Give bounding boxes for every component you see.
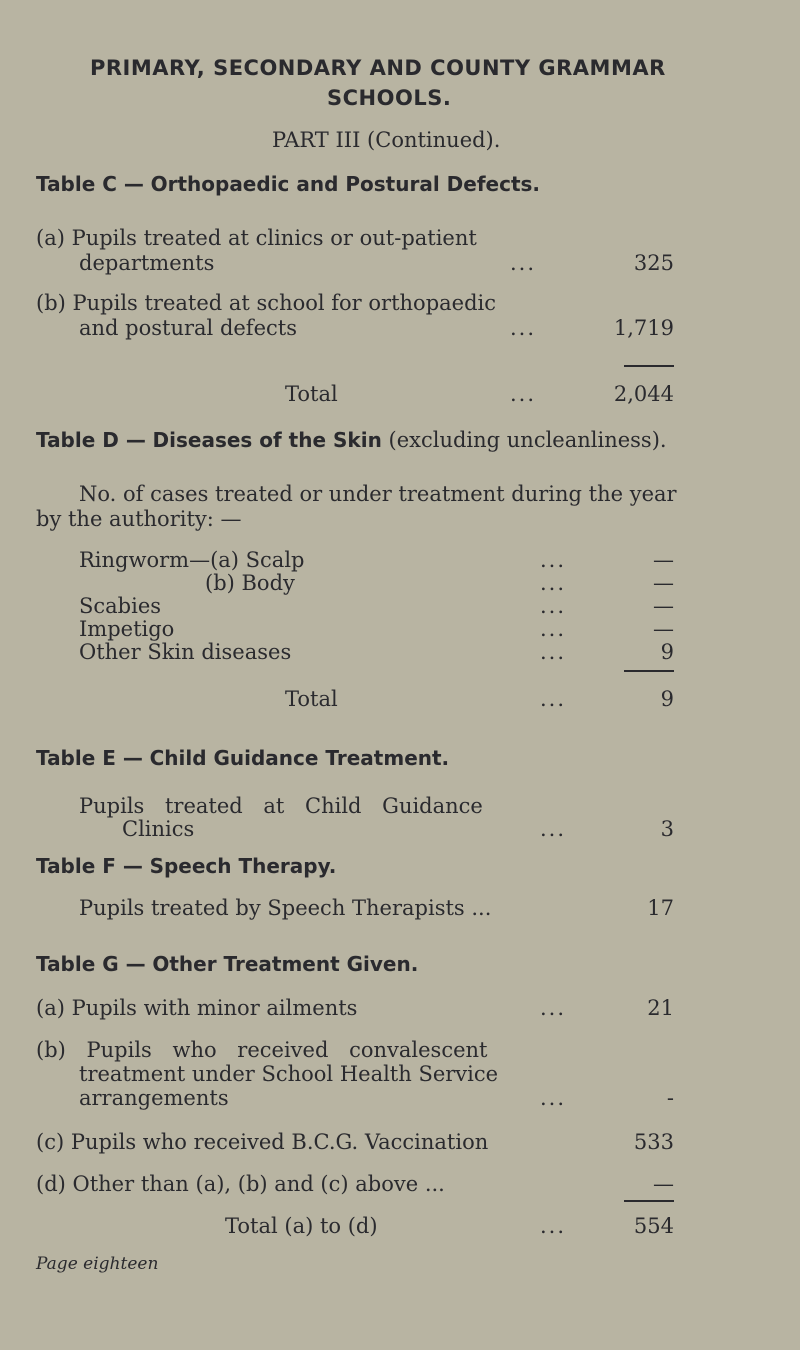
table-c-total-value: 2,044	[613, 382, 674, 406]
table-g-prefix: Table G —	[36, 952, 146, 976]
table-g-row-b-line3: arrangements	[79, 1086, 229, 1110]
part-label: PART III (Continued).	[272, 128, 501, 152]
page-number: Page eighteen	[36, 1254, 159, 1274]
table-g-row-c-value: 533	[633, 1130, 674, 1154]
table-e-dots: ...	[540, 817, 567, 841]
table-d-row-ringworm-body: (b) Body	[205, 571, 295, 595]
table-g-row-b-line1: (b) Pupils who received convalescent	[36, 1038, 488, 1062]
table-c-title: Orthopaedic and Postural Defects.	[150, 172, 541, 196]
table-d-total-value: 9	[660, 687, 674, 711]
table-g-row-a-dots: ...	[540, 996, 567, 1020]
table-d-row-0-dots: ...	[540, 548, 567, 572]
table-c-prefix: Table C —	[36, 172, 144, 196]
table-d-row-1-dots: ...	[540, 571, 567, 595]
table-c-total-rule	[624, 365, 674, 367]
table-c-row-a-line2: departments	[79, 251, 215, 275]
table-f-line: Pupils treated by Speech Therapists ...	[79, 896, 492, 920]
table-e-prefix: Table E —	[36, 746, 143, 770]
table-f-heading	[36, 854, 336, 878]
table-d-title: Diseases of the Skin	[152, 428, 382, 452]
table-d-total-dots: ...	[540, 687, 567, 711]
table-d-prefix: Table D —	[36, 428, 146, 452]
table-c-row-a-value: 325	[633, 251, 674, 275]
table-g-total-value: 554	[633, 1214, 674, 1238]
table-e-line1: Pupils treated at Child Guidance	[79, 794, 483, 818]
table-d-row-4-dots: ...	[540, 640, 567, 664]
table-g-row-a-value: 21	[647, 996, 674, 1020]
table-c-total-label: Total	[285, 382, 338, 406]
table-d-row-4-value: 9	[660, 640, 674, 664]
table-d-total-label: Total	[285, 687, 338, 711]
table-d-intro-line1: No. of cases treated or under treatment during the year	[79, 482, 677, 506]
table-d-total-rule	[624, 670, 674, 672]
table-d-row-scabies: Scabies	[79, 594, 162, 618]
table-d-row-0-value: —	[653, 548, 674, 572]
table-f-value: 17	[647, 896, 674, 920]
table-d-row-2-dots: ...	[540, 594, 567, 618]
table-e-value: 3	[660, 817, 674, 841]
table-g-heading	[36, 952, 418, 976]
table-d-row-impetigo: Impetigo	[79, 617, 175, 641]
table-e-title: Child Guidance Treatment.	[149, 746, 450, 770]
table-c-row-b-dots: ...	[510, 316, 537, 340]
table-g-total-dots: ...	[540, 1214, 567, 1238]
table-d-heading	[36, 428, 667, 452]
table-c-row-a-dots: ...	[510, 251, 537, 275]
table-g-row-d: (d) Other than (a), (b) and (c) above ...	[36, 1172, 445, 1196]
table-d-row-1-value: —	[653, 571, 674, 595]
table-e-line2: Clinics	[122, 817, 195, 841]
table-c-row-a-line1: (a) Pupils treated at clinics or out-patient	[36, 226, 477, 250]
table-c-row-b-line1: (b) Pupils treated at school for orthopaedic	[36, 291, 497, 315]
table-c-total-dots: ...	[510, 382, 537, 406]
table-e-heading	[36, 746, 449, 770]
table-g-row-a: (a) Pupils with minor ailments	[36, 996, 358, 1020]
table-g-row-b-value: -	[666, 1086, 674, 1110]
table-g-total-label: Total (a) to (d)	[225, 1214, 378, 1238]
table-c-row-b-value: 1,719	[613, 316, 674, 340]
table-d-row-other: Other Skin diseases	[79, 640, 292, 664]
table-d-row-2-value: —	[653, 594, 674, 618]
table-d-row-ringworm-scalp: Ringworm—(a) Scalp	[79, 548, 305, 572]
table-d-row-3-dots: ...	[540, 617, 567, 641]
table-g-row-b-dots: ...	[540, 1086, 567, 1110]
table-d-suffix: (excluding uncleanliness).	[388, 428, 667, 452]
table-d-intro-line2: by the authority: —	[36, 507, 242, 531]
table-g-row-b-line2: treatment under School Health Service	[79, 1062, 499, 1086]
table-c-heading	[36, 172, 540, 196]
table-g-row-d-value: —	[653, 1172, 674, 1196]
table-c-row-b-line2: and postural defects	[79, 316, 297, 340]
table-d-row-3-value: —	[653, 617, 674, 641]
table-g-total-rule	[624, 1200, 674, 1202]
table-g-row-c: (c) Pupils who received B.C.G. Vaccination	[36, 1130, 489, 1154]
title-line-1: PRIMARY, SECONDARY AND COUNTY GRAMMAR	[90, 56, 666, 80]
table-f-title: Speech Therapy.	[149, 854, 337, 878]
table-f-prefix: Table F —	[36, 854, 143, 878]
title-line-2: SCHOOLS.	[327, 86, 452, 110]
table-g-title: Other Treatment Given.	[152, 952, 419, 976]
